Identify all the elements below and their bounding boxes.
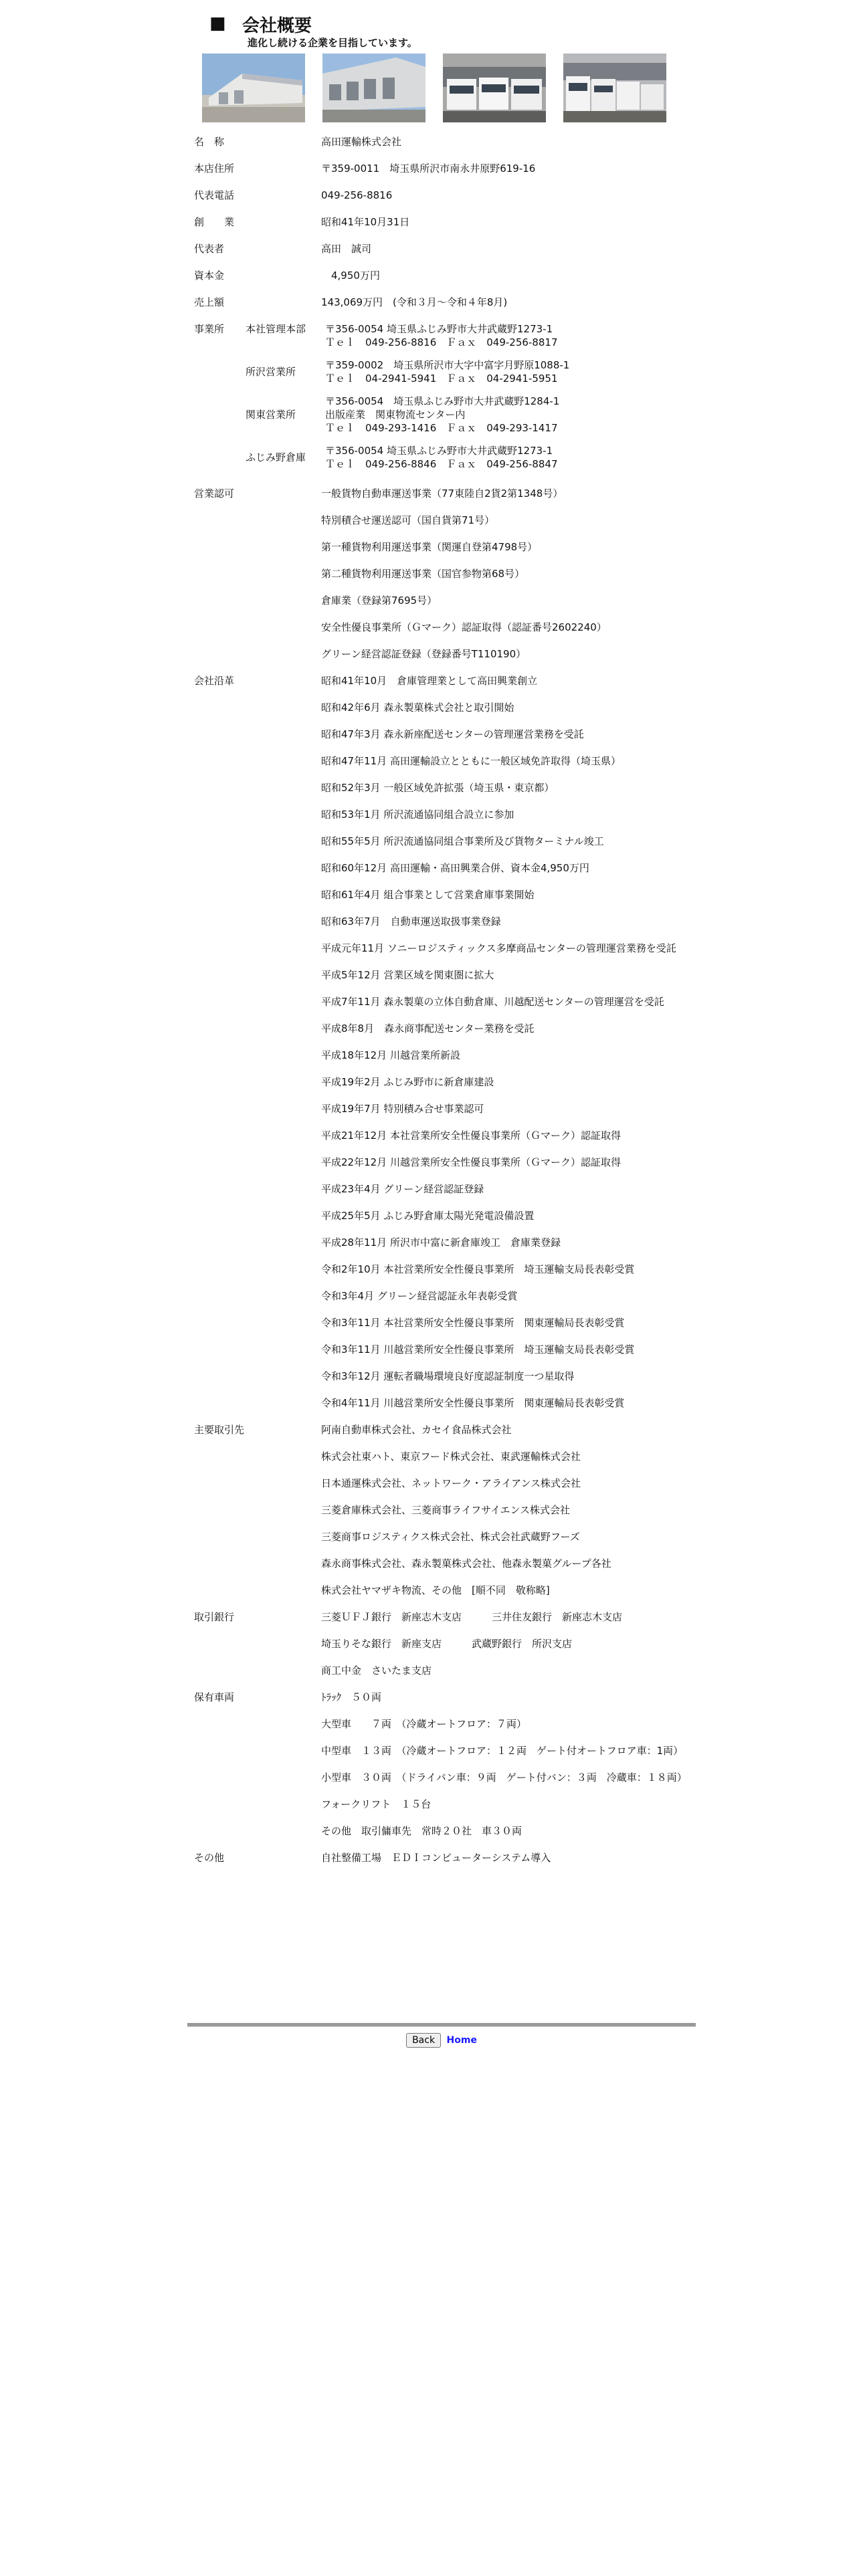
list-item: 埼玉りそな銀行 新座支店 武蔵野銀行 所沢支店	[321, 1638, 573, 1650]
list-item: 平成元年11月 ソニーロジスティックス多摩商品センターの管理運営業務を受託	[321, 942, 676, 954]
footer-nav	[187, 2033, 696, 2048]
row-history: 会社沿革 昭和41年10月 倉庫管理業として高田興業創立 昭和42年6月 森永製菓株式会社と取引開始 昭和47年3月 森永新座配送センターの管理運営業務を受託 昭和47年11月 高田運輸設立とともに一般区域免許取得（埼玉県） 昭和52年3月 一般区域免許拡張（埼玉県・東京都） 昭和53年1月 所沢流通協同組合設立に参加 昭和55年5月 所沢流通協同組合事業所及び貨物ターミナル竣工 昭和60年12月 高田運輸・高田興業合併、資本金4,950万円 昭和61年4月 組合事業として営業倉庫事業開始 昭和63年7月 自動車運送取扱事業登録 平成元年11月 ソニーロジスティックス多摩商品センターの管理運営業務を受託 平成5年12月 営業区域を関東圏に拡大 平成7年11月 森永製菓の立体自動倉庫、川越配送センターの管理運営を受託 平成8年8月 森永商事配送センター業務を受託 平成18年12月 川越営業所新設 平成19年2月 ふじみ野市に新倉庫建設 平成19年7月 特別積み合せ事業認可 平成21年12月 本社営業所安全性優良事業所（Ｇマーク）認証取得 平成22年12月 川越営業所安全性優良事業所（Ｇマーク）認証取得 平成23年4月 グリーン経営認証登録 平成25年5月 ふじみ野倉庫太陽光発電設備設置 平成28年11月 所沢市中富に新倉庫竣工 倉庫業登録 令和2年10月 本社営業所安全性優良事業所 埼玉運輸支局長表彰受賞 令和3年4月 グリーン経営認証永年表彰受賞 令和3年11月 本社営業所安全性優良事業所 関東運輸局長表彰受賞 令和3年11月 川越営業所安全性優良事業所 埼玉運輸支局長表彰受賞 令和3年12月 運転者職場環境良好度認証制度一つ星取得 令和4年11月 川越営業所安全性優良事業所 関東運輸局長表彰受賞	[194, 674, 689, 1410]
list-item: 平成28年11月 所沢市中富に新倉庫竣工 倉庫業登録	[321, 1237, 561, 1249]
office-fujimino-warehouse: ふじみ野倉庫 〒356-0054 埼玉県ふじみ野市大井武蔵野1273-1 Ｔｅｌ 049-256-8846 Ｆａｘ 049-256-8847	[246, 445, 558, 470]
page-title: 会社概要	[242, 16, 312, 36]
list-item: 株式会社ヤマザキ物流、その他 [順不同 敬称略]	[321, 1584, 550, 1596]
list-item: 令和2年10月 本社営業所安全性優良事業所 埼玉運輸支局長表彰受賞	[321, 1263, 635, 1275]
list-item: 一般貨物自動車運送事業（77東陸自2貨2第1348号）	[321, 488, 563, 500]
list-item: 森永商事株式会社、森永製菓株式会社、他森永製菓グループ各社	[321, 1558, 611, 1570]
warehouse-building-photo	[322, 53, 425, 122]
list-item: 令和3年12月 運転者職場環境良好度認証制度一つ星取得	[321, 1370, 575, 1382]
list-item: 平成7年11月 森永製菓の立体自動倉庫、川越配送センターの管理運営を受託	[321, 996, 664, 1008]
photo-strip	[187, 53, 696, 124]
footer-divider	[187, 2023, 696, 2027]
list-item: 小型車 ３０両 （ドライバン車：９両 ゲート付バン：３両 冷蔵車：１８両）	[321, 1772, 687, 1784]
list-item: 日本通運株式会社、ネットワーク・アライアンス株式会社	[321, 1477, 581, 1489]
row-sales: 売上額 143,069万円 (令和３月〜令和４年8月)	[194, 296, 508, 308]
list-item: 大型車 ７両 （冷蔵オートフロア：７両）	[321, 1718, 527, 1730]
company-profile-page	[187, 0, 696, 2046]
list-item: 昭和60年12月 高田運輸・高田興業合併、資本金4,950万円	[321, 862, 589, 874]
client-list	[321, 1423, 689, 1597]
office-kanto: 関東営業所 〒356-0054 埼玉県ふじみ野市大井武蔵野1284-1 出版産業 関東物流センター内 Ｔｅｌ 049-293-1416 Ｆａｘ 049-293-1417	[246, 395, 560, 434]
list-item: 昭和41年10月 倉庫管理業として高田興業創立	[321, 675, 538, 687]
list-item: 第二種貨物利用運送事業（国官参物第68号）	[321, 568, 525, 580]
list-item: 三菱倉庫株式会社、三菱商事ライフサイエンス株式会社	[321, 1504, 571, 1516]
list-item: 三菱ＵＦＪ銀行 新座志木支店 三井住友銀行 新座志木支店	[321, 1611, 623, 1623]
list-item: 昭和47年3月 森永新座配送センターの管理運営業務を受託	[321, 728, 584, 740]
list-item: 令和4年11月 川越営業所安全性優良事業所 関東運輸局長表彰受賞	[321, 1397, 625, 1409]
list-item: 平成23年4月 グリーン経営認証登録	[321, 1183, 484, 1195]
list-item: 平成8年8月 森永商事配送センター業務を受託	[321, 1023, 535, 1035]
bank-list	[321, 1610, 689, 1677]
list-item: フォークリフト １５台	[321, 1798, 432, 1810]
list-item: 令和3年11月 本社営業所安全性優良事業所 関東運輸局長表彰受賞	[321, 1317, 625, 1329]
vehicle-list	[321, 1691, 689, 1838]
license-list	[321, 487, 689, 661]
back-button[interactable]: Back	[406, 2033, 441, 2048]
home-link[interactable]: Home	[446, 2035, 477, 2046]
office-headquarters: 本社管理本部 〒356-0054 埼玉県ふじみ野市大井武蔵野1273-1 Ｔｅｌ 049-256-8816 Ｆａｘ 049-256-8817	[246, 323, 558, 348]
page-subtitle: 進化し続ける企業を目指しています。	[248, 37, 417, 49]
list-item: 昭和63年7月 自動車運送取扱事業登録	[321, 916, 501, 928]
list-item: 平成19年2月 ふじみ野市に新倉庫建設	[321, 1076, 494, 1088]
list-item: その他 取引傭車先 常時２０社 車３０両	[321, 1825, 522, 1837]
list-item: 昭和53年1月 所沢流通協同組合設立に参加	[321, 809, 514, 821]
list-item: グリーン経営認証登録（登録番号T110190）	[321, 648, 527, 660]
list-item: 安全性優良事業所（Ｇマーク）認証取得（認証番号2602240）	[321, 621, 607, 633]
list-item: 中型車 １３両 （冷蔵オートフロア：１２両 ゲート付オートフロア車：1両）	[321, 1745, 684, 1757]
list-item: 株式会社東ハト、東京フード株式会社、東武運輸株式会社	[321, 1451, 581, 1463]
title-bullet: ■	[209, 13, 226, 33]
row-licenses: 営業認可 一般貨物自動車運送事業（77東陸自2貨2第1348号） 特別積合せ運送認可（国自貨第71号） 第一種貨物利用運送事業（関運自登第4798号） 第二種貨物利用運送事業（国官参物第68号） 倉庫業（登録第7695号） 安全性優良事業所（Ｇマーク）認証取得（認証番号2602240） グリーン経営認証登録（登録番号T110190）	[194, 487, 689, 661]
list-item: ﾄﾗｯｸ ５０両	[321, 1691, 382, 1703]
truck-fleet-side-photo	[563, 53, 666, 122]
history-list	[321, 674, 689, 1410]
row-founded: 創 業 昭和41年10月31日	[194, 216, 410, 228]
list-item: 昭和61年4月 組合事業として営業倉庫事業開始	[321, 889, 535, 901]
row-clients: 主要取引先 阿南自動車株式会社、カセイ食品株式会社 株式会社東ハト、東京フード株式会社、東武運輸株式会社 日本通運株式会社、ネットワーク・アライアンス株式会社 三菱倉庫株式会社、三菱商事ライフサイエンス株式会社 三菱商事ロジスティクス株式会社、株式会社武蔵野フーズ 森永商事株式会社、森永製菓株式会社、他森永製菓グループ各社 株式会社ヤマザキ物流、その他 [順不同 敬称略]	[194, 1423, 689, 1597]
list-item: 令和3年11月 川越営業所安全性優良事業所 埼玉運輸支局長表彰受賞	[321, 1344, 635, 1356]
company-info-table	[194, 135, 689, 1878]
list-item: 阿南自動車株式会社、カセイ食品株式会社	[321, 1424, 512, 1436]
list-item: 昭和47年11月 高田運輸設立とともに一般区域免許取得（埼玉県）	[321, 755, 621, 767]
list-item: 平成21年12月 本社営業所安全性優良事業所（Ｇマーク）認証取得	[321, 1130, 621, 1142]
list-item: 昭和55年5月 所沢流通協同組合事業所及び貨物ターミナル竣工	[321, 835, 604, 847]
warehouse-exterior-photo	[202, 53, 305, 122]
list-item: 三菱商事ロジスティクス株式会社、株式会社武蔵野フーズ	[321, 1531, 580, 1543]
truck-fleet-photo	[443, 53, 546, 122]
list-item: 昭和42年6月 森永製菓株式会社と取引開始	[321, 702, 514, 714]
list-item: 平成22年12月 川越営業所安全性優良事業所（Ｇマーク）認証取得	[321, 1156, 621, 1168]
list-item: 第一種貨物利用運送事業（関運自登第4798号）	[321, 541, 538, 553]
list-item: 平成19年7月 特別積み合せ事業認可	[321, 1103, 484, 1115]
list-item: 商工中金 さいたま支店	[321, 1665, 432, 1677]
row-name: 名 称 高田運輸株式会社	[194, 136, 402, 148]
row-other: その他 自社整備工場 ＥＤＩコンピューターシステム導入	[194, 1852, 551, 1864]
row-address: 本店住所 〒359-0011 埼玉県所沢市南永井原野619-16	[194, 163, 536, 175]
page-header	[187, 0, 696, 53]
row-representative: 代表者 高田 誠司	[194, 243, 372, 255]
office-tokorozawa: 所沢営業所 〒359-0002 埼玉県所沢市大字中富字月野原1088-1 Ｔｅｌ 04-2941-5941 Ｆａｘ 04-2941-5951	[246, 359, 570, 385]
row-vehicles: 保有車両 ﾄﾗｯｸ ５０両 大型車 ７両 （冷蔵オートフロア：７両） 中型車 １３両 （冷蔵オートフロア：１２両 ゲート付オートフロア車：1両） 小型車 ３０両 （ドライバン車：９両 ゲート付バン：３両 冷蔵車：１８両） フォークリフト １５台 その他 取引傭車先 常時２０社 車３０両	[194, 1691, 689, 1838]
list-item: 昭和52年3月 一般区域免許拡張（埼玉県・東京都）	[321, 782, 555, 794]
row-phone: 代表電話 049-256-8816	[194, 189, 393, 201]
list-item: 令和3年4月 グリーン経営認証永年表彰受賞	[321, 1290, 518, 1302]
list-item: 平成18年12月 川越営業所新設	[321, 1049, 460, 1061]
list-item: 平成5年12月 営業区域を関東圏に拡大	[321, 969, 494, 981]
list-item: 特別積合せ運送認可（国自貨第71号）	[321, 514, 495, 526]
list-item: 平成25年5月 ふじみ野倉庫太陽光発電設備設置	[321, 1210, 535, 1222]
row-banks: 取引銀行 三菱ＵＦＪ銀行 新座志木支店 三井住友銀行 新座志木支店 埼玉りそな銀行 新座支店 武蔵野銀行 所沢支店 商工中金 さいたま支店	[194, 1610, 689, 1677]
row-offices: 事業所 本社管理本部 〒356-0054 埼玉県ふじみ野市大井武蔵野1273-1 Ｔｅｌ 049-256-8816 Ｆａｘ 049-256-8817 所沢営業所 〒359-0002 埼玉県所沢市大字中富字月野原1088-1 Ｔｅｌ 04-2941-5941 Ｆａｘ 04-2941-5951 関東営業所 〒356-0054 埼玉県ふじみ野市大井武蔵野1284-1 出版産業 関東物流センター内 Ｔｅｌ 049-293-1416 Ｆａｘ 049-293-1417 ふじみ野倉庫 〒356-0054 埼玉県ふじみ野市大井武蔵野1273-1 Ｔｅｌ 049-256-8846 Ｆａｘ 049-256-8847	[194, 322, 689, 471]
row-capital: 資本金 4,950万円	[194, 270, 380, 282]
list-item: 倉庫業（登録第7695号）	[321, 595, 438, 607]
